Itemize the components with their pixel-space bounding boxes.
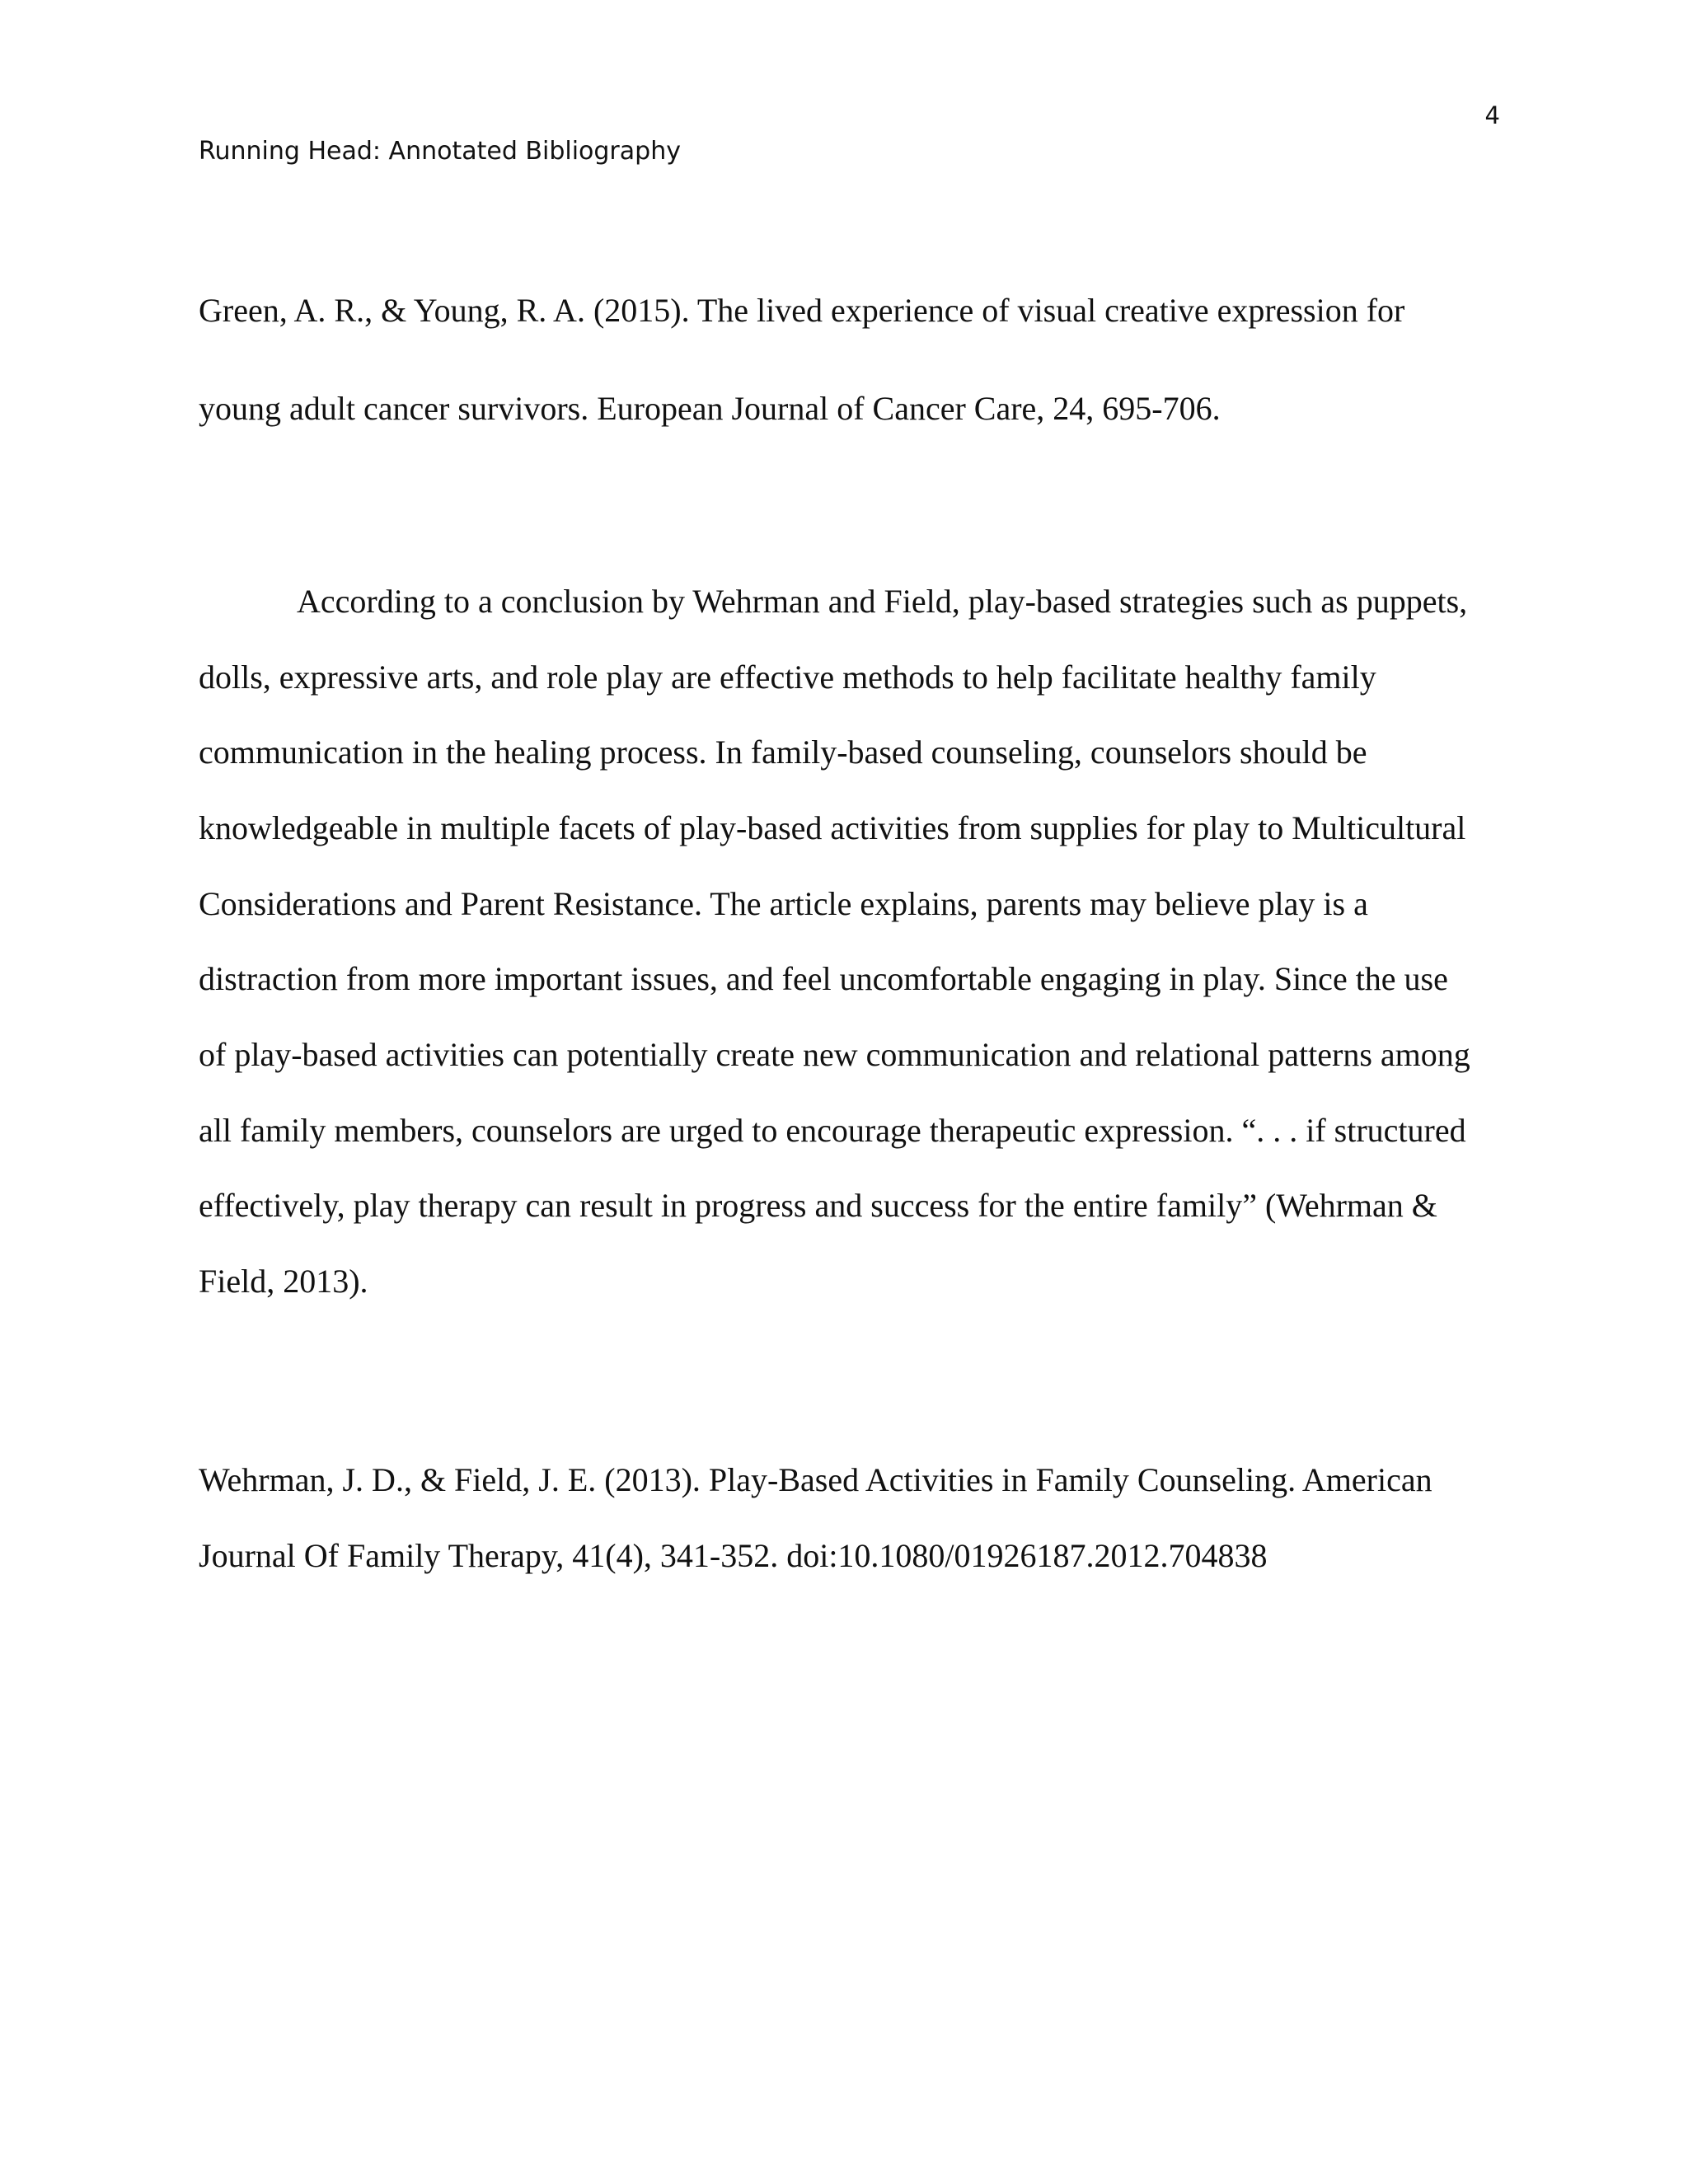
paragraph-line: Field, 2013). <box>199 1263 368 1300</box>
citation-line: young adult cancer survivors. European Journal of Cancer Care, 24, 695-706. <box>199 390 1221 427</box>
citation-line: Green, A. R., & Young, R. A. (2015). The lived experience of visual creative expression for <box>199 292 1405 329</box>
paragraph-line: Considerations and Parent Resistance. The article explains, parents may believe play is a <box>199 885 1368 922</box>
paragraph-line: distraction from more important issues, and feel uncomfortable engaging in play. Since the use <box>199 960 1448 997</box>
paragraph-line: communication in the healing process. In family-based counseling, counselors should be <box>199 733 1367 771</box>
paragraph-line: dolls, expressive arts, and role play are effective methods to help facilitate healthy family <box>199 658 1376 696</box>
citation-line: Wehrman, J. D., & Field, J. E. (2013). Play-Based Activities in Family Counseling. American <box>199 1461 1432 1498</box>
paragraph-line: According to a conclusion by Wehrman and Field, play-based strategies such as puppets, <box>297 583 1468 620</box>
citation-line: Journal Of Family Therapy, 41(4), 341-352. doi:10.1080/01926187.2012.704838 <box>199 1537 1268 1574</box>
page-number: 4 <box>1484 101 1500 129</box>
running-head: Running Head: Annotated Bibliography <box>199 137 681 166</box>
paragraph-line: knowledgeable in multiple facets of play-based activities from supplies for play to Multicultural <box>199 809 1466 846</box>
paragraph-line: of play-based activities can potentially create new communication and relational patterns among <box>199 1036 1470 1073</box>
paragraph-line: effectively, play therapy can result in progress and success for the entire family” (Wehrman & <box>199 1187 1437 1224</box>
paragraph-line: all family members, counselors are urged to encourage therapeutic expression. “. . . if structured <box>199 1112 1466 1149</box>
